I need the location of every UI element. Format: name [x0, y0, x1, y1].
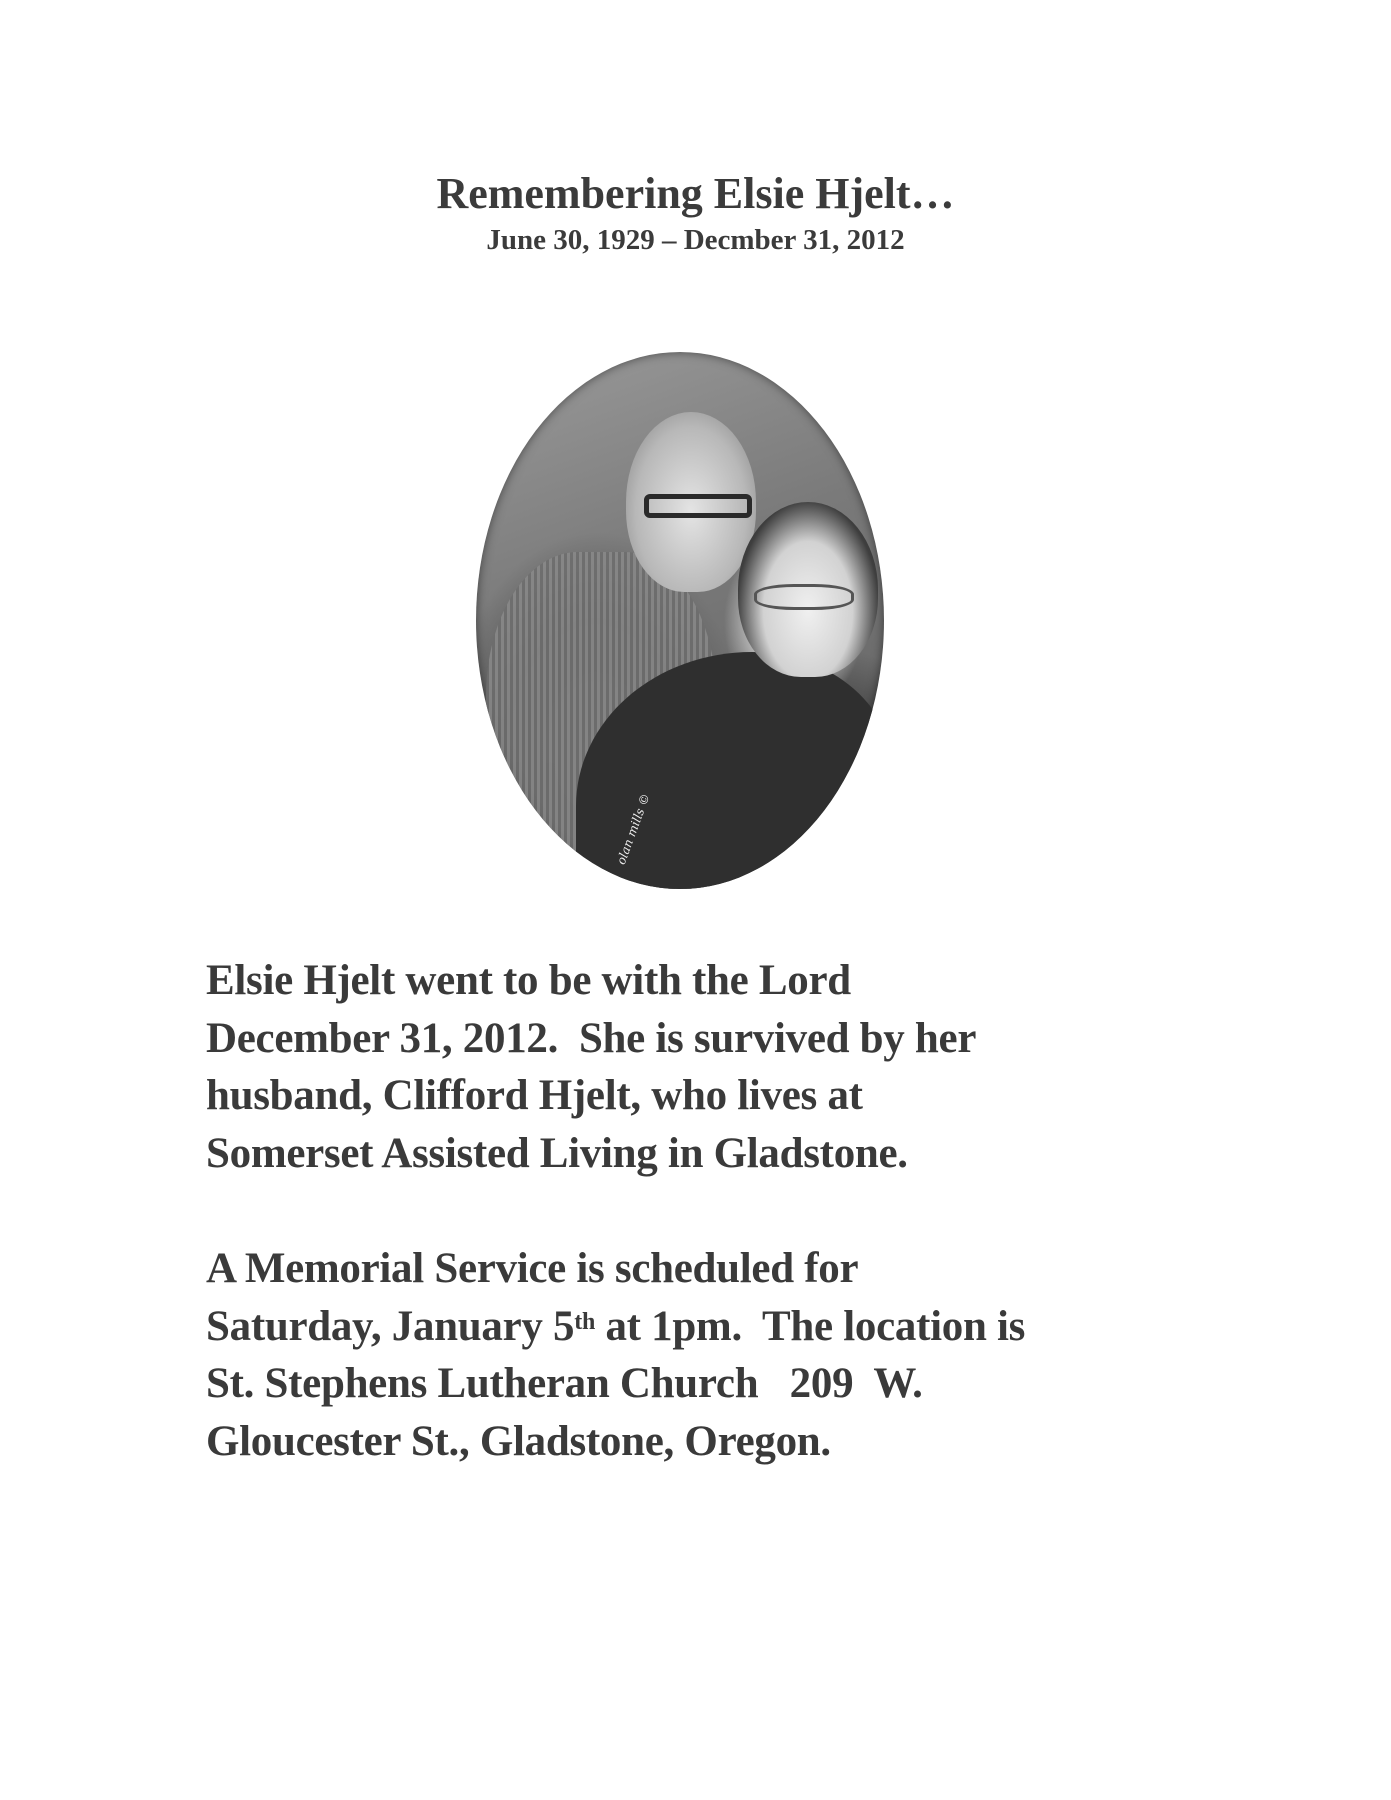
obituary-line: December 31, 2012. She is survived by her	[206, 1014, 977, 1062]
service-date-text: Saturday, January 5	[206, 1302, 575, 1350]
service-date-line	[206, 1298, 1306, 1356]
service-location-line: St. Stephens Lutheran Church 209 W.	[206, 1360, 923, 1407]
couple-portrait-photo	[476, 352, 884, 889]
obituary-line: Somerset Assisted Living in Gladstone.	[206, 1129, 908, 1177]
obituary-line: Elsie Hjelt went to be with the Lord	[206, 957, 851, 1004]
photographer-signature: olan mills ©	[613, 791, 653, 867]
memorial-service-paragraph	[206, 1240, 1306, 1470]
man-glasses	[644, 494, 752, 518]
page-title: Remembering Elsie Hjelt…	[436, 169, 955, 218]
obituary-paragraph	[206, 952, 1306, 1182]
service-line: A Memorial Service is scheduled for	[206, 1245, 859, 1292]
ordinal-suffix: th	[574, 1308, 595, 1335]
service-address-line: Gloucester St., Gladstone, Oregon.	[206, 1417, 831, 1465]
service-time-text: at 1pm. The location is	[595, 1302, 1026, 1350]
obituary-line: husband, Clifford Hjelt, who lives at	[206, 1072, 863, 1119]
life-dates: June 30, 1929 – Decmber 31, 2012	[486, 224, 905, 256]
woman-glasses	[754, 584, 854, 610]
